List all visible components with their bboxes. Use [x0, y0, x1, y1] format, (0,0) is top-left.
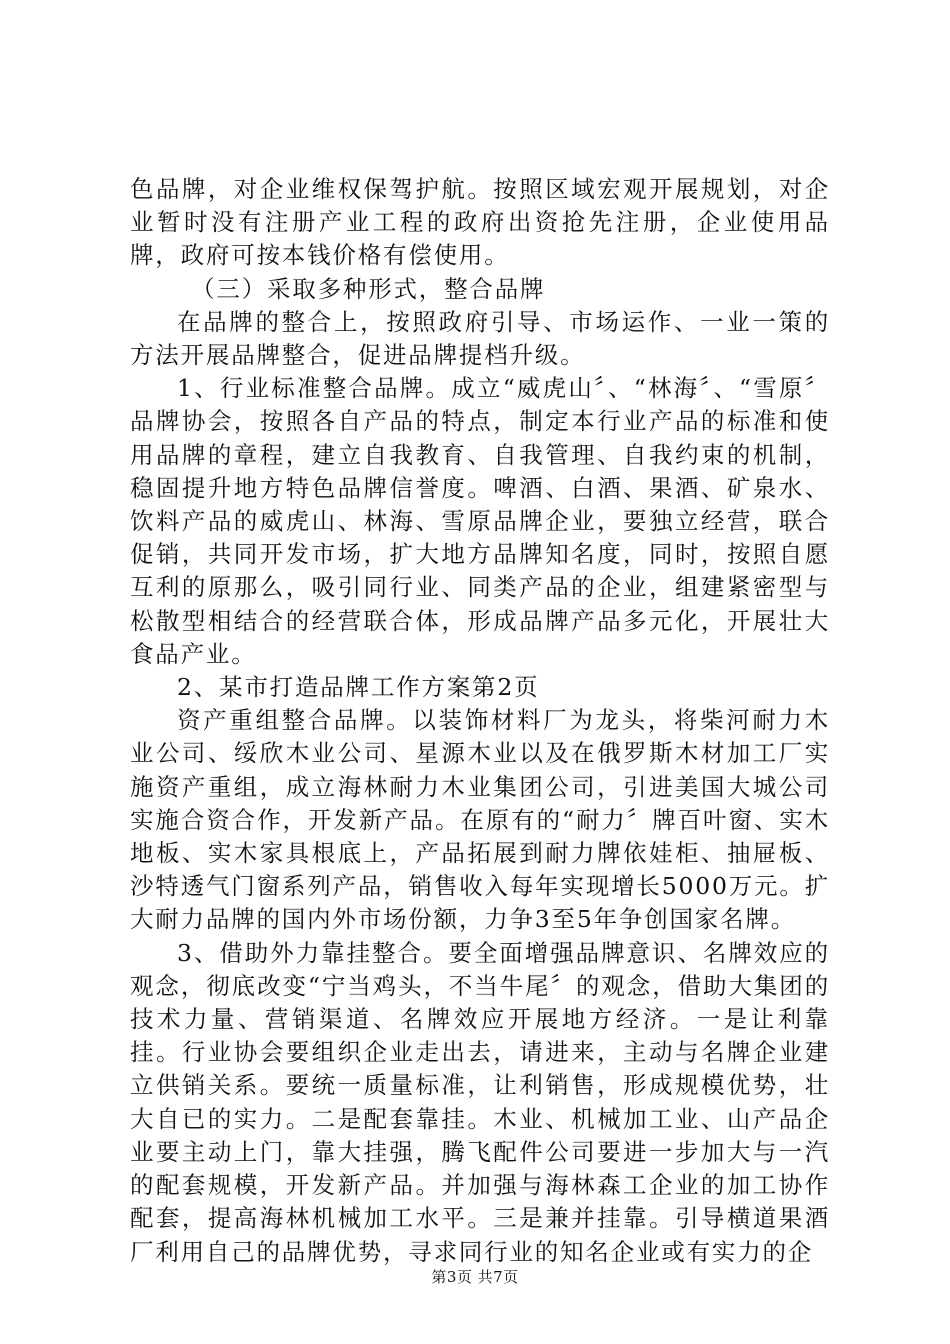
paragraph-continuation: 色品牌，对企业维权保驾护航。按照区域宏观开展规划，对企业暂时没有注册产业工程的政府出资抢先注册，企业使用品牌，政府可按本钱价格有偿使用。: [130, 175, 830, 270]
paragraph: 3、借助外力靠挂整合。要全面增强品牌意识、名牌效应的观念，彻底改变“宁当鸡头，不当牛尾〞的观念，借助大集团的技术力量、营销渠道、名牌效应开展地方经济。一是让利靠挂。行业协会要组织企业走出去，请进来，主动与名牌企业建立供销关系。要统一质量标准，让利销售，形成规模优势，壮大自已的实力。二是配套靠挂。木业、机械加工业、山产品企业要主动上门，靠大挂强，腾飞配件公司要进一步加大与一汽的配套规模，开发新产品。并加强与海林森工企业的加工协作配套，提高海林机械加工水平。三是兼并挂靠。引导横道果酒厂利用自己的品牌优势，寻求同行业的知名企业或有实力的企: [130, 938, 830, 1266]
paragraph: 资产重组整合品牌。以装饰材料厂为龙头，将柴河耐力木业公司、绥欣木业公司、星源木业以及在俄罗斯木材加工厂实施资产重组，成立海林耐力木业集团公司，引进美国大城公司实施合资合作，开发新产品。在原有的“耐力〞牌百叶窗、实木地板、实木家具根底上，产品拓展到耐力牌依娃柜、抽屉板、沙特透气门窗系列产品，销售收入每年实现增长5000万元。扩大耐力品牌的国内外市场份额，力争3至5年争创国家名牌。: [130, 706, 830, 934]
document-body: [130, 173, 830, 1269]
paragraph: 2、某市打造品牌工作方案第2页: [177, 673, 540, 702]
paragraph: 1、行业标准整合品牌。成立“威虎山〞、“林海〞、“雪原〞品牌协会，按照各自产品的特点，制定本行业产品的标准和使用品牌的章程，建立自我教育、自我管理、自我约束的机制，稳固提升地方特色品牌信誉度。啤酒、白酒、果酒、矿泉水、饮料产品的威虎山、林海、雪原品牌企业，要独立经营，联合促销，共同开发市场，扩大地方品牌知名度，同时，按照自愿互利的原那么，吸引同行业、同类产品的企业，组建紧密型与松散型相结合的经营联合体，形成品牌产品多元化，开展壮大食品产业。: [130, 374, 830, 668]
section-heading: （三）采取多种形式，整合品牌: [191, 274, 546, 303]
page-footer: 第3页 共7页: [431, 1268, 519, 1286]
paragraph: 在品牌的整合上，按照政府引导、市场运作、一业一策的方法开展品牌整合，促进品牌提档升级。: [130, 307, 830, 370]
